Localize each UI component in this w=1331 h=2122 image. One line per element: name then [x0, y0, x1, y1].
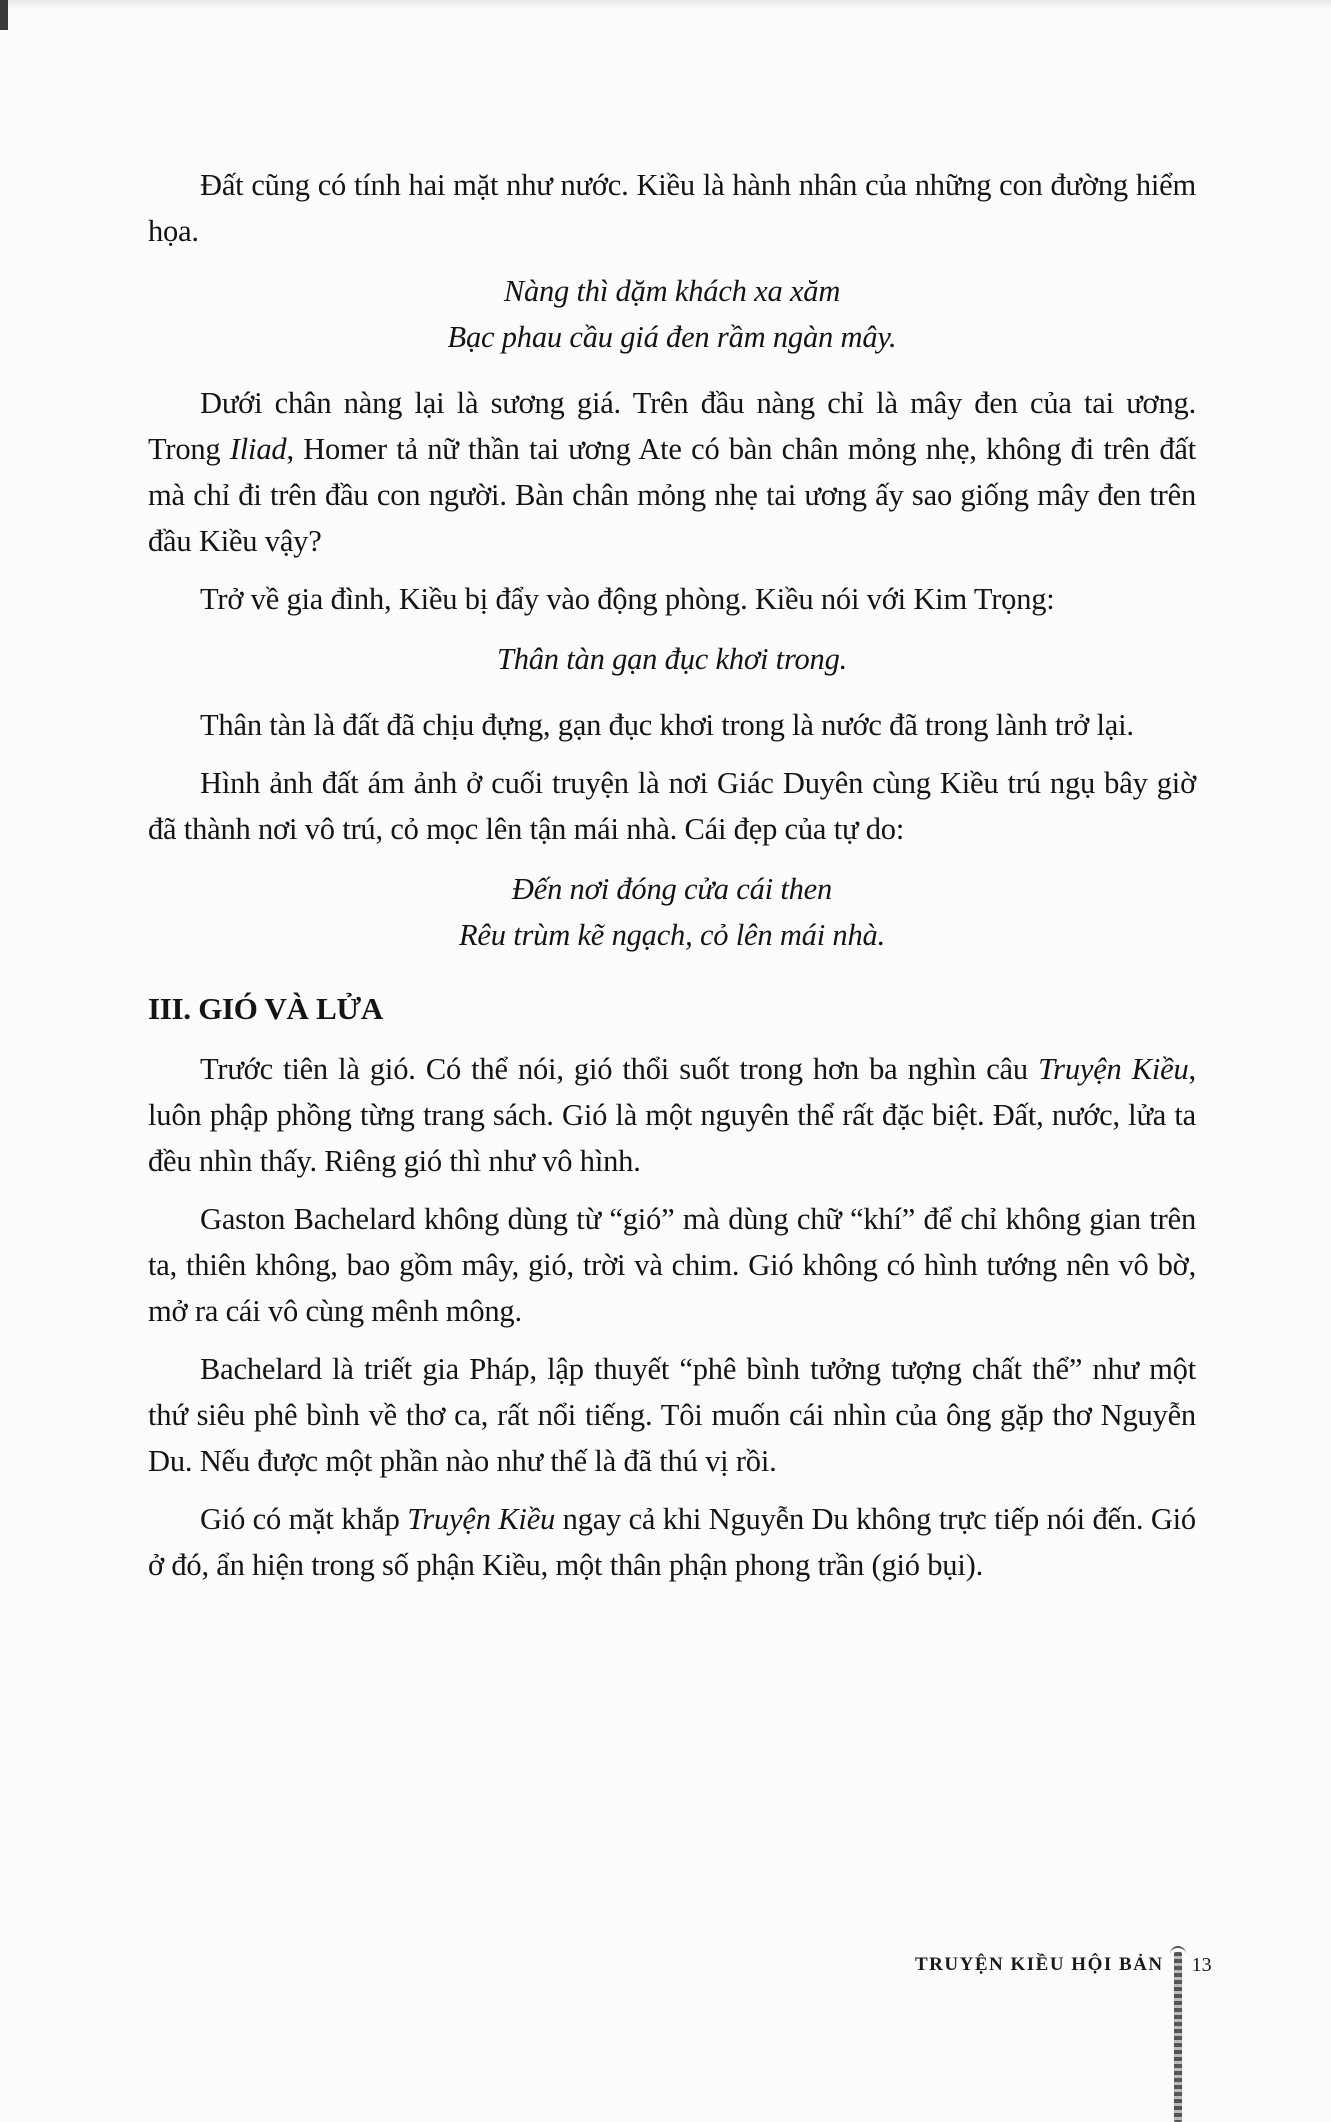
paragraph-bachelard-triet-gia: Bachelard là triết gia Pháp, lập thuyết “phê bình tưởng tượng chất thể” như một thứ siêu phê bình về thơ ca, rất nổi tiếng. Tôi muốn cái nhìn của ông gặp thơ Nguyễn Du. Nếu được một phần nào như thế là đã thú vị rồi. [148, 1352, 1196, 1478]
paragraph-than-tan-la-dat: Thân tàn là đất đã chịu đựng, gạn đục khơi trong là nước đã trong lành trở lại. [200, 708, 1134, 742]
book-title-truyen-kieu: Truyện Kiều [1038, 1052, 1189, 1086]
book-title-truyen-kieu: Truyện Kiều [407, 1502, 556, 1536]
verse-den-noi-dong-cua [148, 866, 1196, 958]
decorative-rule-icon [1174, 1952, 1182, 2122]
paragraph-gio-co-mat-khap [148, 1496, 1196, 1588]
text-run: Dưới chân nàng lại là sương giá. Trên đầu nàng chỉ là mây đen của tai ương. Trong [148, 386, 1196, 466]
page-footer [915, 1880, 1212, 2050]
verse-line: Đến nơi đóng cửa cái then [511, 872, 833, 906]
page-corner-mark [0, 0, 8, 30]
text-run: , Homer tả nữ thần tai ương Ate có bàn chân mỏng nhẹ, không đi trên đất mà chỉ đi trên đầu con người. Bàn chân mỏng nhẹ tai ương ấy sao giống mây đen trên đầu Kiều vậy? [148, 432, 1196, 558]
text-run: Gió có mặt khắp [200, 1502, 408, 1536]
paragraph-gaston-bachelard: Gaston Bachelard không dùng từ “gió” mà dùng chữ “khí” để chỉ không gian trên ta, thiên không, bao gồm mây, gió, trời và chim. Gió không có hình tướng nên vô bờ, mở ra cái vô cùng mênh mông. [148, 1202, 1196, 1328]
verse-nang-thi-dam-khach [148, 268, 1196, 360]
verse-line: Bạc phau cầu giá đen rầm ngàn mây. [447, 320, 897, 354]
text-run: , luôn phập phồng từng trang sách. Gió là một nguyên thể rất đặc biệt. Đất, nước, lửa ta đều nhìn thấy. Riêng gió thì như vô hình. [148, 1052, 1196, 1178]
paragraph-truoc-tien-la-gio [148, 1046, 1196, 1184]
verse-line: Thân tàn gạn đục khơi trong. [496, 642, 848, 676]
page-number: 13 [1191, 1953, 1212, 1976]
running-title: TRUYỆN KIỀU HỘI BẢN [915, 1954, 1164, 1975]
book-title-iliad: Iliad [229, 432, 287, 466]
page-top-edge-shadow [0, 0, 1331, 10]
text-run: Trước tiên là gió. Có thể nói, gió thổi suốt trong hơn ba nghìn câu [200, 1052, 1039, 1086]
verse-line: Rêu trùm kẽ ngạch, cỏ lên mái nhà. [458, 918, 886, 952]
paragraph-tro-ve-gia-dinh: Trở về gia đình, Kiều bị đẩy vào động phòng. Kiều nói với Kim Trọng: [200, 582, 1055, 616]
verse-than-tan [148, 636, 1196, 682]
paragraph-hinh-anh-dat: Hình ảnh đất ám ảnh ở cuối truyện là nơi Giác Duyên cùng Kiều trú ngụ bây giờ đã thành nơi vô trú, cỏ mọc lên tận mái nhà. Cái đẹp của tự do: [148, 766, 1196, 846]
paragraph-duoi-chan-nang [148, 380, 1196, 564]
text-run: ngay cả khi Nguyễn Du không trực tiếp nói đến. Gió ở đó, ẩn hiện trong số phận Kiều, một thân phận phong trần (gió bụi). [148, 1502, 1196, 1582]
section-heading-gio-va-lua: III. GIÓ VÀ LỬA [148, 991, 383, 1026]
paragraph-dat-hai-mat: Đất cũng có tính hai mặt như nước. Kiều là hành nhân của những con đường hiểm họa. [148, 168, 1196, 248]
verse-line: Nàng thì dặm khách xa xăm [503, 274, 841, 308]
page-body [148, 162, 1196, 1600]
